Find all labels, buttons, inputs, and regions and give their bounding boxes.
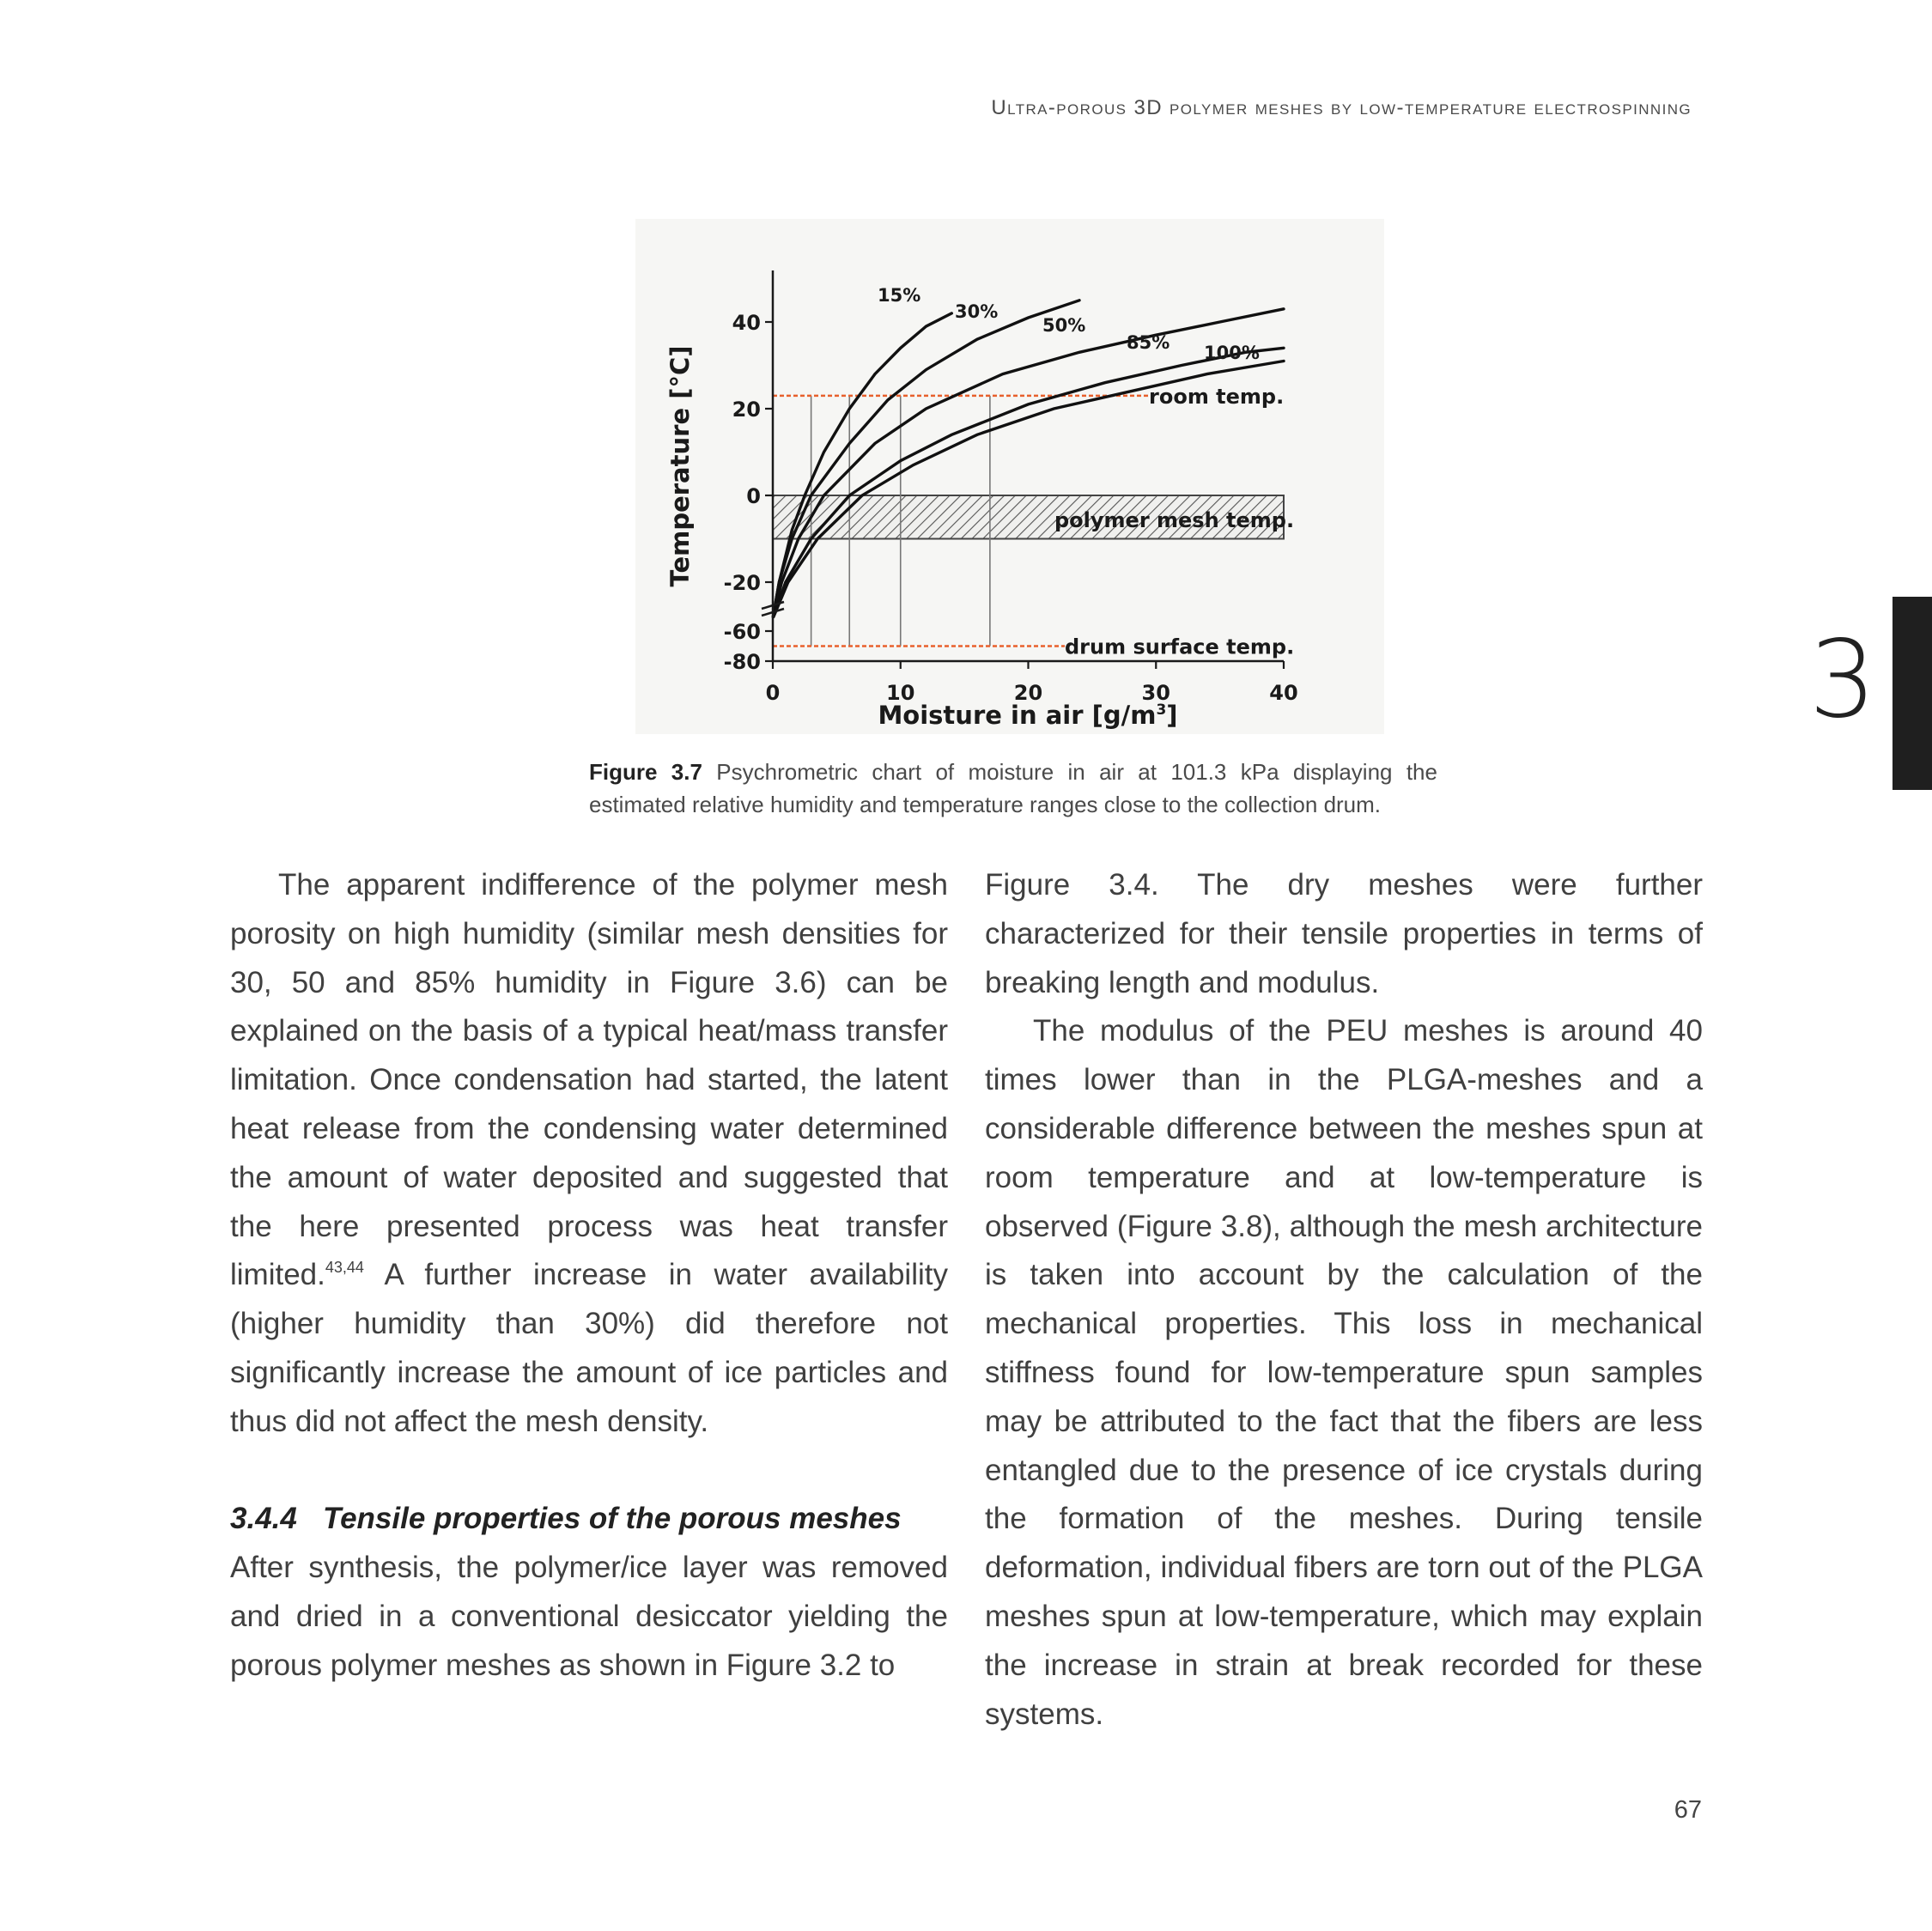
room-temp-label: room temp.	[1149, 384, 1285, 409]
figure-caption	[589, 756, 1437, 821]
chapter-number: 3	[1808, 618, 1877, 742]
x-axis-label-suffix: ]	[1166, 701, 1178, 730]
left-column	[230, 861, 948, 1691]
y-tick-label-1: 20	[732, 398, 761, 422]
curve-15pct	[773, 313, 951, 617]
figure-3-7	[635, 219, 1384, 734]
figure-label: Figure 3.7	[589, 759, 702, 785]
paragraph-synthesis: After synthesis, the polymer/ice layer was removed and dried in a conventional desiccator yielding the porous polymer meshes as shown in Figure 3.2 to	[230, 1551, 948, 1682]
psychrometric-chart	[635, 219, 1384, 734]
y-tick-label-5: -80	[723, 650, 761, 674]
curve-label-100pct: 100%	[1204, 343, 1260, 363]
y-tick-label-3: -20	[723, 571, 761, 595]
drum-temp-label: drum surface temp.	[1065, 635, 1295, 659]
x-tick-label-4: 40	[1269, 681, 1298, 705]
chapter-tab	[1893, 597, 1932, 790]
x-tick-label-1: 10	[886, 681, 915, 705]
figure-caption-text: Psychrometric chart of moisture in air at 101.3 kPa displaying the estimated relative humidity and temperature ranges close to the collection drum.	[589, 759, 1437, 817]
x-tick-label-3: 30	[1141, 681, 1170, 705]
x-tick-label-2: 20	[1013, 681, 1043, 705]
section-number: 3.4.4	[230, 1502, 297, 1536]
paragraph-text-after-ref: A further increase in water availability (higher humidity than 30%) did therefore not significantly increase the amount of ice particles and thus did not affect the mesh density.	[230, 1258, 948, 1438]
curve-label-85pct: 85%	[1127, 332, 1170, 353]
page-number: 67	[1674, 1796, 1702, 1824]
curve-label-50pct: 50%	[1042, 315, 1086, 336]
x-axis-label: Moisture in air $[g/m^3]$	[878, 701, 1178, 730]
x-axis-label-superscript: 3	[1156, 701, 1167, 719]
right-column	[985, 861, 1703, 1739]
paragraph-dry-meshes: Figure 3.4. The dry meshes were further characterized for their tensile properties in terms of breaking length and modulus.	[985, 868, 1703, 999]
section-title: Tensile properties of the porous meshes	[323, 1502, 902, 1536]
x-tick-label-0: 0	[765, 681, 781, 705]
paragraph-text-before-ref: The apparent indifference of the polymer mesh porosity on high humidity (similar mesh densities for 30, 50 and 85% humidity in Figure 3.6) can be explained on the basis of a typical heat/mass transfer limitation. Once condensation had started, the latent heat release from the condensing water determined the amount of water deposited and suggested that the here presented process was heat transfer limited.	[230, 868, 948, 1292]
reference-superscript: 43,44	[325, 1259, 364, 1277]
y-tick-label-2: 0	[746, 484, 761, 508]
mesh-temp-label: polymer mesh temp.	[1054, 507, 1295, 532]
y-tick-label-0: 40	[732, 311, 761, 335]
curve-label-15pct: 15%	[878, 285, 921, 306]
paragraph-modulus: The modulus of the PEU meshes is around 40 times lower than in the PLGA-meshes and a considerable difference between the meshes spun at room temperature and at low-temperature is observed (Figure 3.8), although the mesh architecture is taken into account by the calculation of the mechanical properties. This loss in mechanical stiffness found for low-temperature spun samples may be attributed to the fact that the fibers are less entangled due to the presence of ice crystals during the formation of the meshes. During tensile deformation, individual fibers are torn out of the PLGA meshes spun at low-temperature, which may explain the increase in strain at break recorded for these systems.	[985, 1014, 1703, 1731]
section-heading	[230, 1495, 948, 1544]
paragraph-heat-transfer	[230, 861, 948, 1447]
running-header: Ultra-porous 3D polymer meshes by low-temperature electrospinning	[991, 96, 1692, 119]
curve-label-30pct: 30%	[955, 301, 999, 322]
y-axis-label: Temperature [°C]	[665, 345, 695, 587]
y-tick-label-4: -60	[723, 620, 761, 644]
